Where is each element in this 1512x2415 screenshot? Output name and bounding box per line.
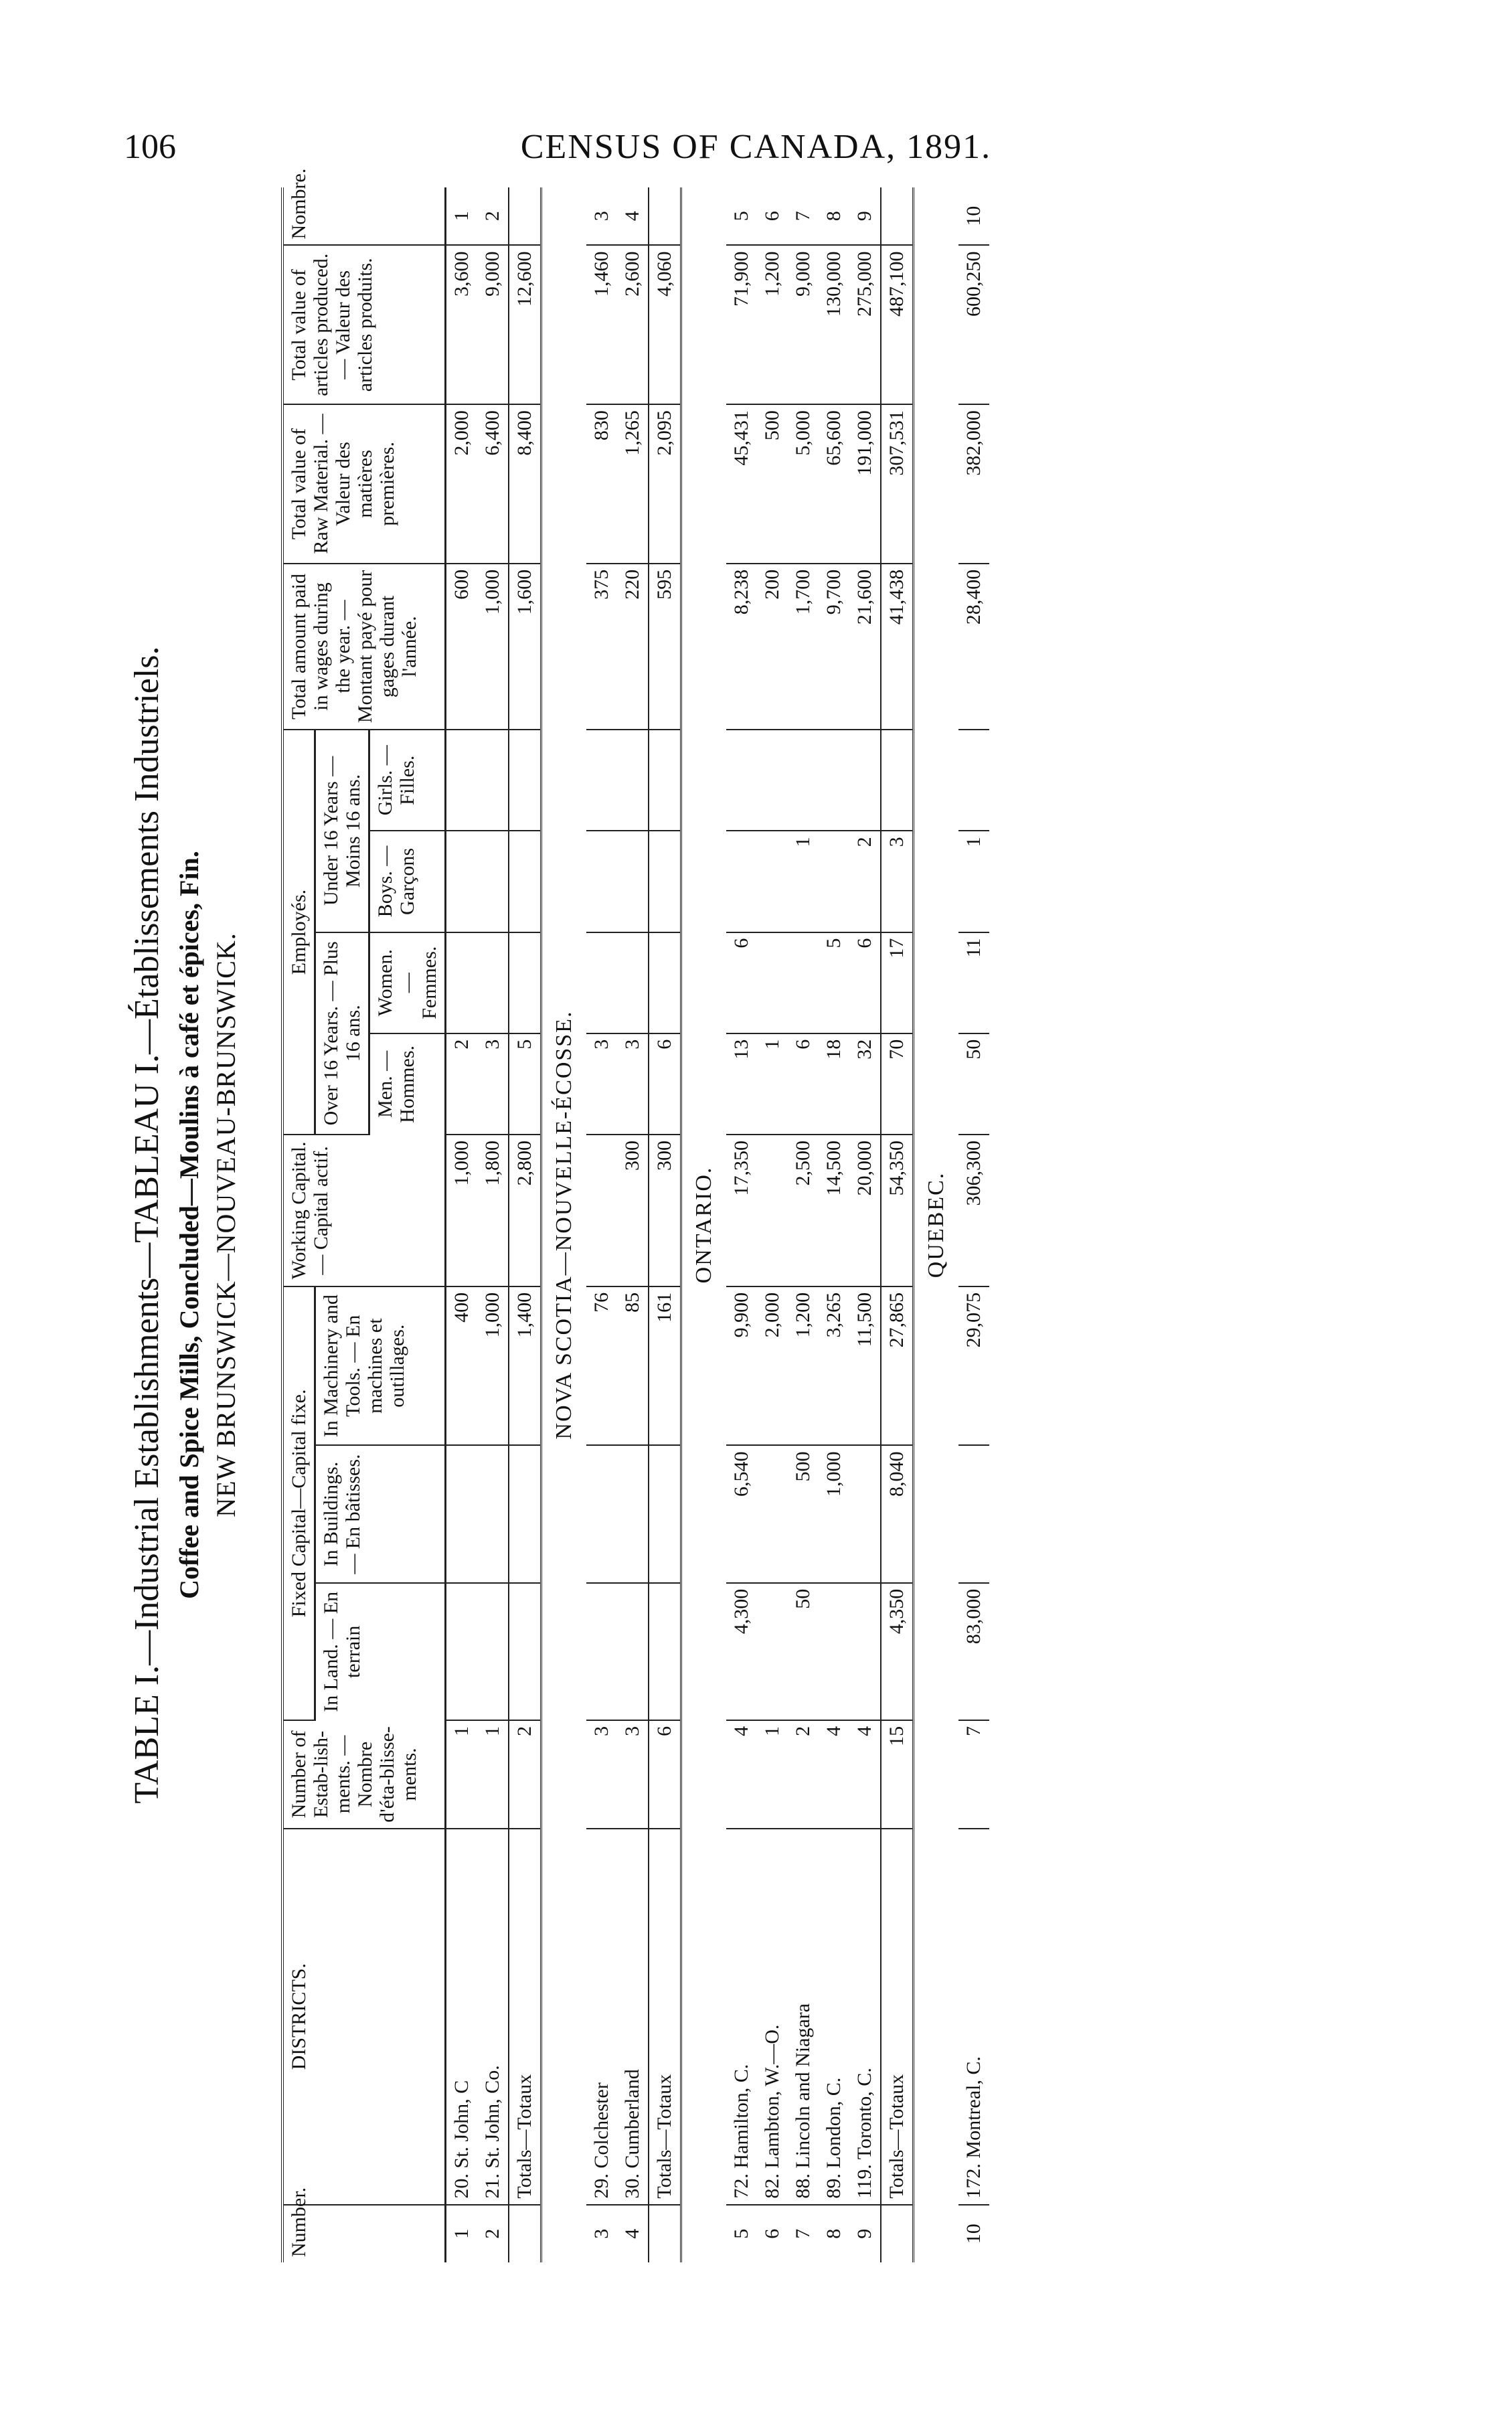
cell-women: [446, 932, 478, 1033]
total-est: 2: [509, 1720, 541, 1829]
col-produced-header: Total value of articles produced. — Valeur des articles produits.: [282, 245, 446, 404]
section-heading: QUEBEC.: [924, 1171, 948, 1278]
row-number-right: 6: [757, 187, 788, 245]
cell-mach: 85: [617, 1286, 649, 1446]
totals-label: Totals—Totaux: [649, 1829, 681, 2205]
row-number: 10: [962, 2224, 985, 2244]
cell-men: 3: [477, 1033, 509, 1135]
cell-land: [446, 1583, 478, 1720]
cell-wages: 1,700: [788, 564, 819, 730]
cell-bld: 6,540: [726, 1445, 757, 1582]
district-name: 30. Cumberland: [617, 1829, 649, 2205]
total-land: [649, 1583, 681, 1720]
total-work: 300: [649, 1135, 681, 1286]
table-row: [617, 187, 649, 2262]
col-number-header: Number.: [282, 2205, 446, 2262]
col-men-header: Men. — Hommes.: [369, 1033, 446, 1135]
cell-men: 6: [788, 1033, 819, 1135]
section-row: [541, 187, 587, 2262]
table-row: [446, 187, 478, 2262]
cell-land: [849, 1583, 881, 1720]
cell-work: 306,300: [958, 1135, 989, 1286]
total-land: [509, 1583, 541, 1720]
row-number-right: 2: [477, 187, 509, 245]
row-number: [509, 2205, 541, 2262]
table-row: [477, 187, 509, 2262]
totals-row: [649, 187, 681, 2262]
section-row: [681, 187, 727, 2262]
col-women-header: Women. — Femmes.: [369, 932, 446, 1033]
col-working-capital-header: Working Capital. — Capital actif.: [282, 1135, 446, 1286]
cell-men: 50: [958, 1033, 989, 1135]
cell-mach: 2,000: [757, 1286, 788, 1446]
cell-raw: 45,431: [726, 404, 757, 564]
total-raw: 8,400: [509, 404, 541, 564]
cell-boys: [477, 831, 509, 932]
cell-girls: [849, 730, 881, 831]
running-head: CENSUS OF CANADA, 1891.: [520, 128, 992, 166]
cell-boys: 1: [958, 831, 989, 932]
total-raw: 307,531: [881, 404, 914, 564]
cell-bld: [849, 1445, 881, 1582]
table-region: NEW BRUNSWICK—NOUVEAU-BRUNSWICK.: [211, 932, 241, 1517]
col-wages-header: Total amount paid in wages during the year. — Montant payé pour gages durant l'année.: [282, 564, 446, 730]
row-number-right: 7: [788, 187, 819, 245]
cell-est: 4: [819, 1720, 849, 1829]
cell-land: [586, 1583, 617, 1720]
cell-land: [617, 1583, 649, 1720]
cell-raw: 830: [586, 404, 617, 564]
total-boys: [649, 831, 681, 932]
cell-women: 11: [958, 932, 989, 1033]
cell-raw: 5,000: [788, 404, 819, 564]
total-girls: [649, 730, 681, 831]
cell-men: 13: [726, 1033, 757, 1135]
total-girls: [509, 730, 541, 831]
total-wages: 41,438: [881, 564, 914, 730]
cell-women: [477, 932, 509, 1033]
table-subtitle: Coffee and Spice Mills, Concluded—Moulins à café et épices, Fin.: [174, 851, 204, 1599]
cell-work: 2,500: [788, 1135, 819, 1286]
cell-est: 1: [477, 1720, 509, 1829]
cell-est: 3: [617, 1720, 649, 1829]
row-number-right: [649, 187, 681, 245]
row-number-right: 4: [617, 187, 649, 245]
cell-bld: [958, 1445, 989, 1582]
total-raw: 2,095: [649, 404, 681, 564]
cell-mach: 1,200: [788, 1286, 819, 1446]
cell-est: 4: [726, 1720, 757, 1829]
cell-prod: 275,000: [849, 245, 881, 404]
cell-women: [586, 932, 617, 1033]
col-over16-header: Over 16 Years. — Plus 16 ans.: [315, 932, 369, 1135]
cell-raw: 6,400: [477, 404, 509, 564]
table-row: [849, 187, 881, 2262]
cell-women: 6: [726, 932, 757, 1033]
cell-est: 1: [757, 1720, 788, 1829]
district-name: 29. Colchester: [586, 1829, 617, 2205]
total-women: [649, 932, 681, 1033]
col-under16-header: Under 16 Years — Moins 16 ans.: [315, 730, 369, 932]
col-establishments-header: Number of Estab-lish-ments. — Nombre d'éta-blisse-ments.: [282, 1720, 446, 1829]
total-boys: 3: [881, 831, 914, 932]
cell-men: 1: [757, 1033, 788, 1135]
cell-wages: 600: [446, 564, 478, 730]
district-name: 89. London, C.: [819, 1829, 849, 2205]
row-number: [649, 2205, 681, 2262]
cell-women: [788, 932, 819, 1033]
row-number: 9: [853, 2228, 875, 2239]
total-women: [509, 932, 541, 1033]
col-raw-material-header: Total value of Raw Material. — Valeur des matières premières.: [282, 404, 446, 564]
table-row: [788, 187, 819, 2262]
cell-work: 300: [617, 1135, 649, 1286]
col-employes-header: Employés.: [282, 730, 315, 1135]
cell-est: 1: [446, 1720, 478, 1829]
cell-land: [477, 1583, 509, 1720]
cell-boys: [819, 831, 849, 932]
row-number: 2: [481, 2228, 503, 2239]
cell-raw: 1,265: [617, 404, 649, 564]
row-number: [881, 2205, 914, 2262]
cell-prod: 130,000: [819, 245, 849, 404]
row-number: 8: [823, 2228, 845, 2239]
cell-women: [757, 932, 788, 1033]
cell-work: [757, 1135, 788, 1286]
cell-boys: [446, 831, 478, 932]
total-wages: 1,600: [509, 564, 541, 730]
cell-est: 2: [788, 1720, 819, 1829]
total-prod: 4,060: [649, 245, 681, 404]
total-bld: 8,040: [881, 1445, 914, 1582]
total-prod: 487,100: [881, 245, 914, 404]
cell-men: 32: [849, 1033, 881, 1135]
cell-wages: 375: [586, 564, 617, 730]
cell-work: 14,500: [819, 1135, 849, 1286]
cell-wages: 200: [757, 564, 788, 730]
table-row: [586, 187, 617, 2262]
district-name: 20. St. John, C: [446, 1829, 478, 2205]
row-number: 1: [450, 2228, 473, 2239]
cell-men: 3: [586, 1033, 617, 1135]
cell-work: 1,800: [477, 1135, 509, 1286]
district-name: 21. St. John, Co.: [477, 1829, 509, 2205]
total-boys: [509, 831, 541, 932]
district-name: 88. Lincoln and Niagara: [788, 1829, 819, 2205]
cell-work: 17,350: [726, 1135, 757, 1286]
rotated-table-container: [107, 168, 1432, 2262]
cell-girls: [819, 730, 849, 831]
cell-raw: 500: [757, 404, 788, 564]
cell-mach: 76: [586, 1286, 617, 1446]
row-number-right: 8: [819, 187, 849, 245]
row-number: 5: [730, 2228, 752, 2239]
cell-girls: [958, 730, 989, 831]
cell-prod: 9,000: [788, 245, 819, 404]
cell-bld: [477, 1445, 509, 1582]
total-men: 5: [509, 1033, 541, 1135]
cell-prod: 9,000: [477, 245, 509, 404]
col-buildings-header: In Buildings. — En bâtisses.: [315, 1445, 446, 1582]
cell-mach: 1,000: [477, 1286, 509, 1446]
col-girls-header: Girls. — Filles.: [369, 730, 446, 831]
row-number-right: 3: [586, 187, 617, 245]
cell-girls: [617, 730, 649, 831]
page-number: 106: [124, 128, 176, 166]
col-fixed-capital-header: Fixed Capital—Capital fixe.: [282, 1286, 315, 1720]
section-heading: NOVA SCOTIA—NOUVELLE-ÉCOSSE.: [552, 1010, 576, 1440]
cell-prod: 600,250: [958, 245, 989, 404]
row-number-right: [509, 187, 541, 245]
cell-land: 4,300: [726, 1583, 757, 1720]
col-districts-header: DISTRICTS.: [282, 1829, 446, 2205]
cell-wages: 8,238: [726, 564, 757, 730]
total-women: 17: [881, 932, 914, 1033]
cell-women: 5: [819, 932, 849, 1033]
cell-boys: 2: [849, 831, 881, 932]
cell-land: [757, 1583, 788, 1720]
cell-girls: [788, 730, 819, 831]
total-mach: 1,400: [509, 1286, 541, 1446]
row-number: 4: [621, 2228, 643, 2239]
total-bld: [509, 1445, 541, 1582]
cell-girls: [477, 730, 509, 831]
cell-raw: 382,000: [958, 404, 989, 564]
cell-prod: 2,600: [617, 245, 649, 404]
cell-mach: 9,900: [726, 1286, 757, 1446]
title-block: [107, 187, 274, 2262]
cell-work: 20,000: [849, 1135, 881, 1286]
col-machinery-header: In Machinery and Tools. — En machines et outillages.: [315, 1286, 446, 1446]
district-name: 72. Hamilton, C.: [726, 1829, 757, 2205]
cell-land: 83,000: [958, 1583, 989, 1720]
cell-prod: 1,460: [586, 245, 617, 404]
cell-land: [819, 1583, 849, 1720]
total-work: 2,800: [509, 1135, 541, 1286]
district-name: 172. Montreal, C.: [958, 1829, 989, 2205]
cell-bld: 1,000: [819, 1445, 849, 1582]
total-land: 4,350: [881, 1583, 914, 1720]
cell-boys: [586, 831, 617, 932]
totals-label: Totals—Totaux: [881, 1829, 914, 2205]
cell-girls: [757, 730, 788, 831]
cell-est: 4: [849, 1720, 881, 1829]
total-work: 54,350: [881, 1135, 914, 1286]
cell-men: 18: [819, 1033, 849, 1135]
cell-mach: 11,500: [849, 1286, 881, 1446]
cell-est: 3: [586, 1720, 617, 1829]
table-row: [958, 187, 989, 2262]
cell-prod: 71,900: [726, 245, 757, 404]
cell-bld: [617, 1445, 649, 1582]
census-table: [281, 168, 989, 2262]
totals-row: [509, 187, 541, 2262]
table-title: TABLE I.—Industrial Establishments—TABLEAU I.—Établissements Industriels.: [128, 646, 166, 1804]
cell-women: 6: [849, 932, 881, 1033]
cell-bld: [446, 1445, 478, 1582]
total-est: 6: [649, 1720, 681, 1829]
cell-boys: [757, 831, 788, 932]
col-nombre-header: Nombre.: [282, 187, 446, 245]
row-number: 3: [590, 2228, 612, 2239]
cell-bld: [757, 1445, 788, 1582]
totals-row: [881, 187, 914, 2262]
district-name: 119. Toronto, C.: [849, 1829, 881, 2205]
cell-men: 3: [617, 1033, 649, 1135]
total-men: 6: [649, 1033, 681, 1135]
cell-boys: 1: [788, 831, 819, 932]
total-men: 70: [881, 1033, 914, 1135]
table-body: [446, 187, 990, 2262]
cell-est: 7: [958, 1720, 989, 1829]
total-bld: [649, 1445, 681, 1582]
cell-wages: 28,400: [958, 564, 989, 730]
cell-boys: [617, 831, 649, 932]
row-number-right: 1: [446, 187, 478, 245]
col-land-header: In Land. — En terrain: [315, 1583, 446, 1720]
row-number: 6: [761, 2228, 783, 2239]
cell-mach: 29,075: [958, 1286, 989, 1446]
cell-work: [586, 1135, 617, 1286]
cell-boys: [726, 831, 757, 932]
total-wages: 595: [649, 564, 681, 730]
cell-girls: [446, 730, 478, 831]
row-number-right: 9: [849, 187, 881, 245]
cell-raw: 2,000: [446, 404, 478, 564]
row-number: 7: [792, 2228, 814, 2239]
row-number-right: 10: [958, 187, 989, 245]
cell-girls: [726, 730, 757, 831]
section-heading: ONTARIO.: [691, 1166, 716, 1284]
total-mach: 161: [649, 1286, 681, 1446]
cell-bld: [586, 1445, 617, 1582]
cell-wages: 220: [617, 564, 649, 730]
cell-men: 2: [446, 1033, 478, 1135]
cell-raw: 65,600: [819, 404, 849, 564]
cell-wages: 9,700: [819, 564, 849, 730]
row-number-right: [881, 187, 914, 245]
cell-bld: 500: [788, 1445, 819, 1582]
total-prod: 12,600: [509, 245, 541, 404]
cell-prod: 3,600: [446, 245, 478, 404]
district-name: 82. Lambton, W.—O.: [757, 1829, 788, 2205]
cell-girls: [586, 730, 617, 831]
cell-women: [617, 932, 649, 1033]
cell-work: 1,000: [446, 1135, 478, 1286]
cell-prod: 1,200: [757, 245, 788, 404]
table-row: [757, 187, 788, 2262]
total-est: 15: [881, 1720, 914, 1829]
cell-mach: 3,265: [819, 1286, 849, 1446]
table-row: [726, 187, 757, 2262]
total-mach: 27,865: [881, 1286, 914, 1446]
cell-land: 50: [788, 1583, 819, 1720]
cell-wages: 21,600: [849, 564, 881, 730]
totals-label: Totals—Totaux: [509, 1829, 541, 2205]
cell-mach: 400: [446, 1286, 478, 1446]
section-row: [914, 187, 959, 2262]
total-girls: [881, 730, 914, 831]
cell-wages: 1,000: [477, 564, 509, 730]
col-boys-header: Boys. — Garçons: [369, 831, 446, 932]
cell-raw: 191,000: [849, 404, 881, 564]
row-number-right: 5: [726, 187, 757, 245]
table-row: [819, 187, 849, 2262]
